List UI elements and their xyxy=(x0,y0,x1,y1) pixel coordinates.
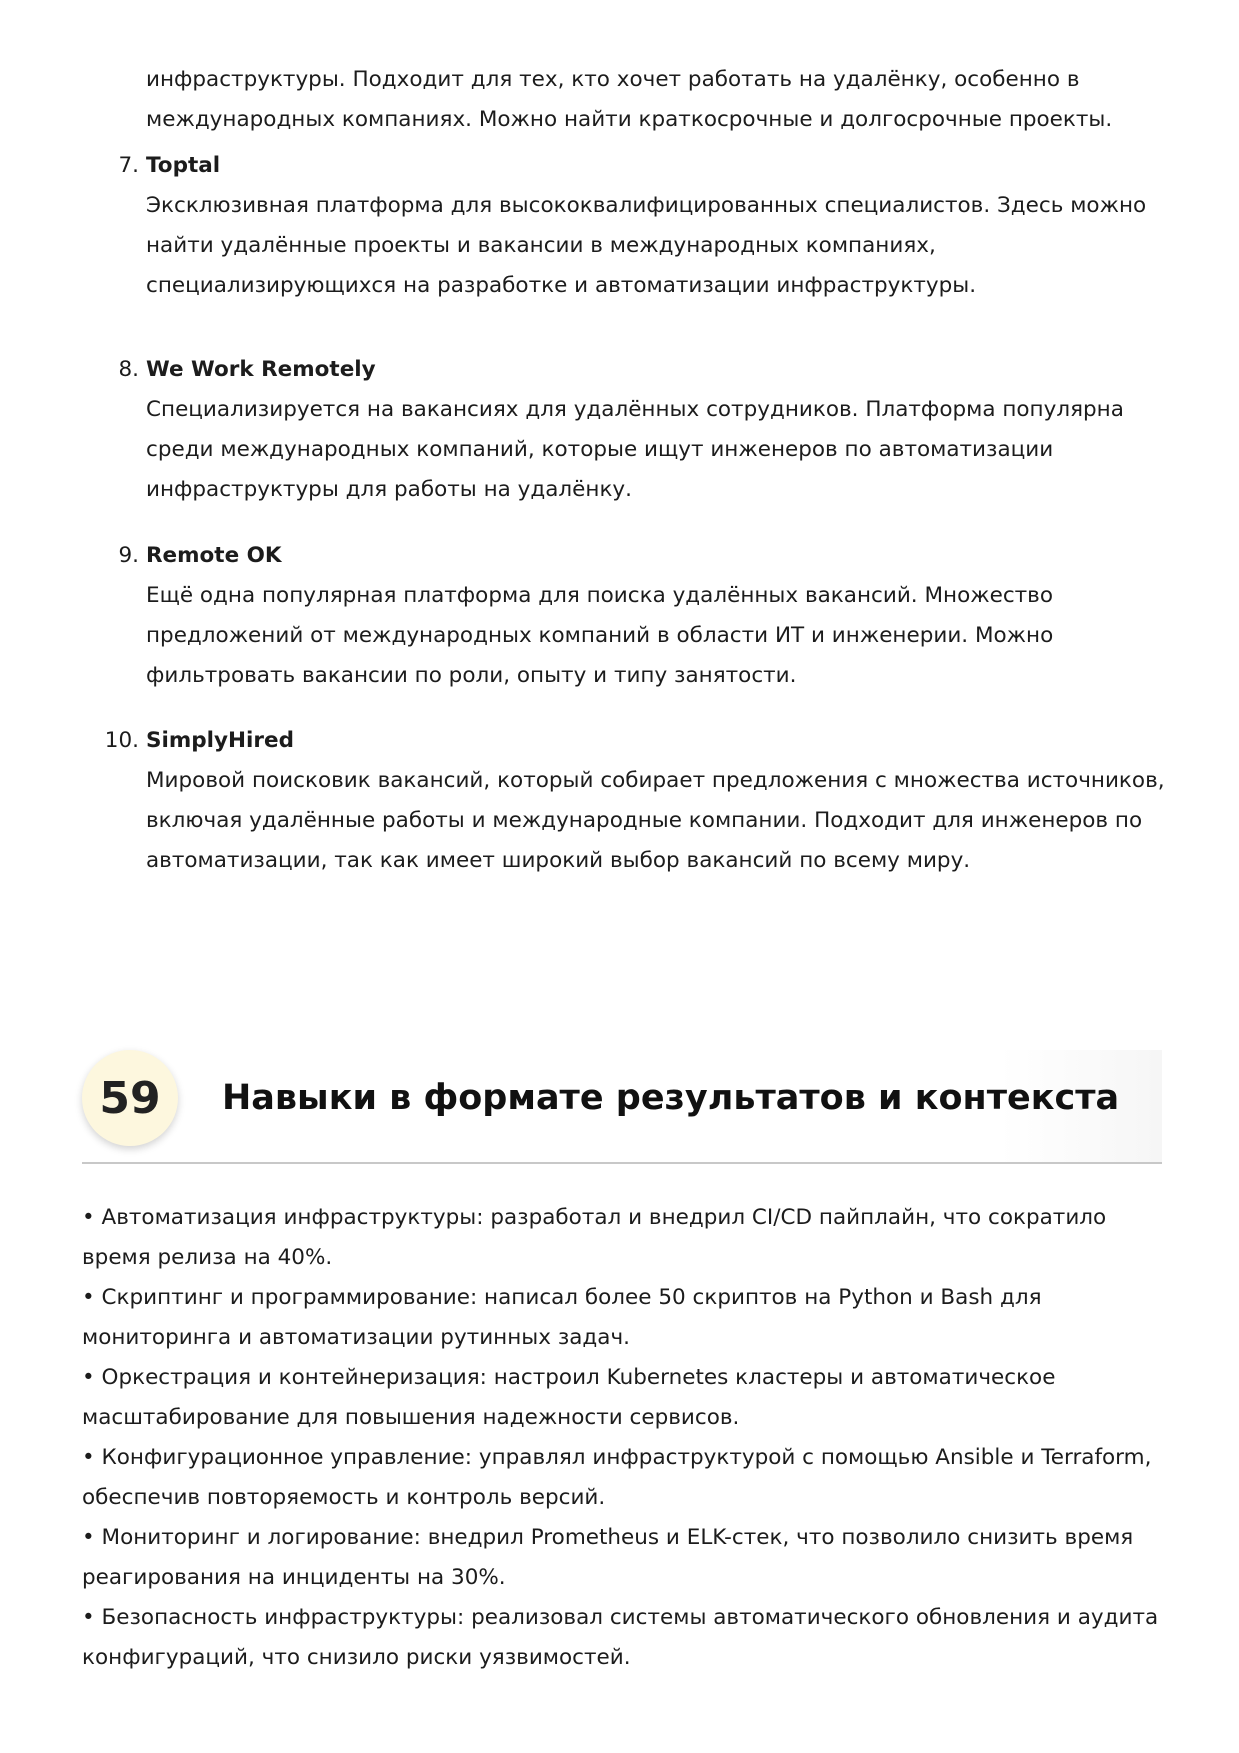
list-item-description: Ещё одна популярная платформа для поиска удалённых вакансий. Множество предложений от международных компаний в области ИТ и инженерии. Можно фильтровать вакансии по роли, опыту и типу занятости. xyxy=(146,583,1054,688)
skill-bullet: • Оркестрация и контейнеризация: настроил Kubernetes кластеры и автоматическое масштабирование для повышения надежности сервисов. xyxy=(82,1365,1056,1430)
skill-bullet: • Конфигурационное управление: управлял инфраструктурой с помощью Ansible и Terraform, обеспечив повторяемость и контроль версий. xyxy=(82,1445,1152,1510)
skill-bullet: • Мониторинг и логирование: внедрил Prometheus и ELK-стек, что позволило снизить время реагирования на инциденты на 30%. xyxy=(82,1525,1134,1590)
list-item-number: 7. xyxy=(118,153,139,178)
list-item-title: We Work Remotely xyxy=(146,357,376,382)
list-item-number: 10. xyxy=(104,728,139,753)
skill-bullet: • Скриптинг и программирование: написал более 50 скриптов на Python и Bash для мониторинга и автоматизации рутинных задач. xyxy=(82,1285,1042,1350)
continuation-paragraph: инфраструктуры. Подходит для тех, кто хочет работать на удалёнку, особенно в международных компаниях. Можно найти краткосрочные и долгосрочные проекты. xyxy=(146,67,1113,132)
list-item-title: Remote OK xyxy=(146,543,282,568)
list-item-number: 8. xyxy=(118,357,139,382)
list-item-title: Toptal xyxy=(146,153,221,178)
section-title: Навыки в формате результатов и контекста xyxy=(222,1078,1120,1118)
list-item-number: 9. xyxy=(118,543,139,568)
skills-list xyxy=(82,1198,1162,1678)
list-item-description: Мировой поисковик вакансий, который собирает предложения с множества источников, включая удалённые работы и международные компании. Подходит для инженеров по автоматизации, так как имеет широкий выбор вакансий по всему миру. xyxy=(146,768,1165,873)
list-item-description: Эксклюзивная платформа для высококвалифицированных специалистов. Здесь можно найти удалённые проекты и вакансии в международных компаниях, специализирующихся на разработке и автоматизации инфраструктуры. xyxy=(146,193,1147,298)
section-number-badge: 59 xyxy=(82,1050,178,1146)
list-item-description: Специализируется на вакансиях для удалённых сотрудников. Платформа популярна среди международных компаний, которые ищут инженеров по автоматизации инфраструктуры для работы на удалёнку. xyxy=(146,397,1124,502)
skill-bullet: • Безопасность инфраструктуры: реализовал системы автоматического обновления и аудита конфигураций, что снизило риски уязвимостей. xyxy=(82,1605,1159,1670)
list-item-title: SimplyHired xyxy=(146,728,294,753)
skill-bullet: • Автоматизация инфраструктуры: разработал и внедрил CI/CD пайплайн, что сократило время релиза на 40%. xyxy=(82,1205,1107,1270)
section-header xyxy=(82,1050,1162,1164)
